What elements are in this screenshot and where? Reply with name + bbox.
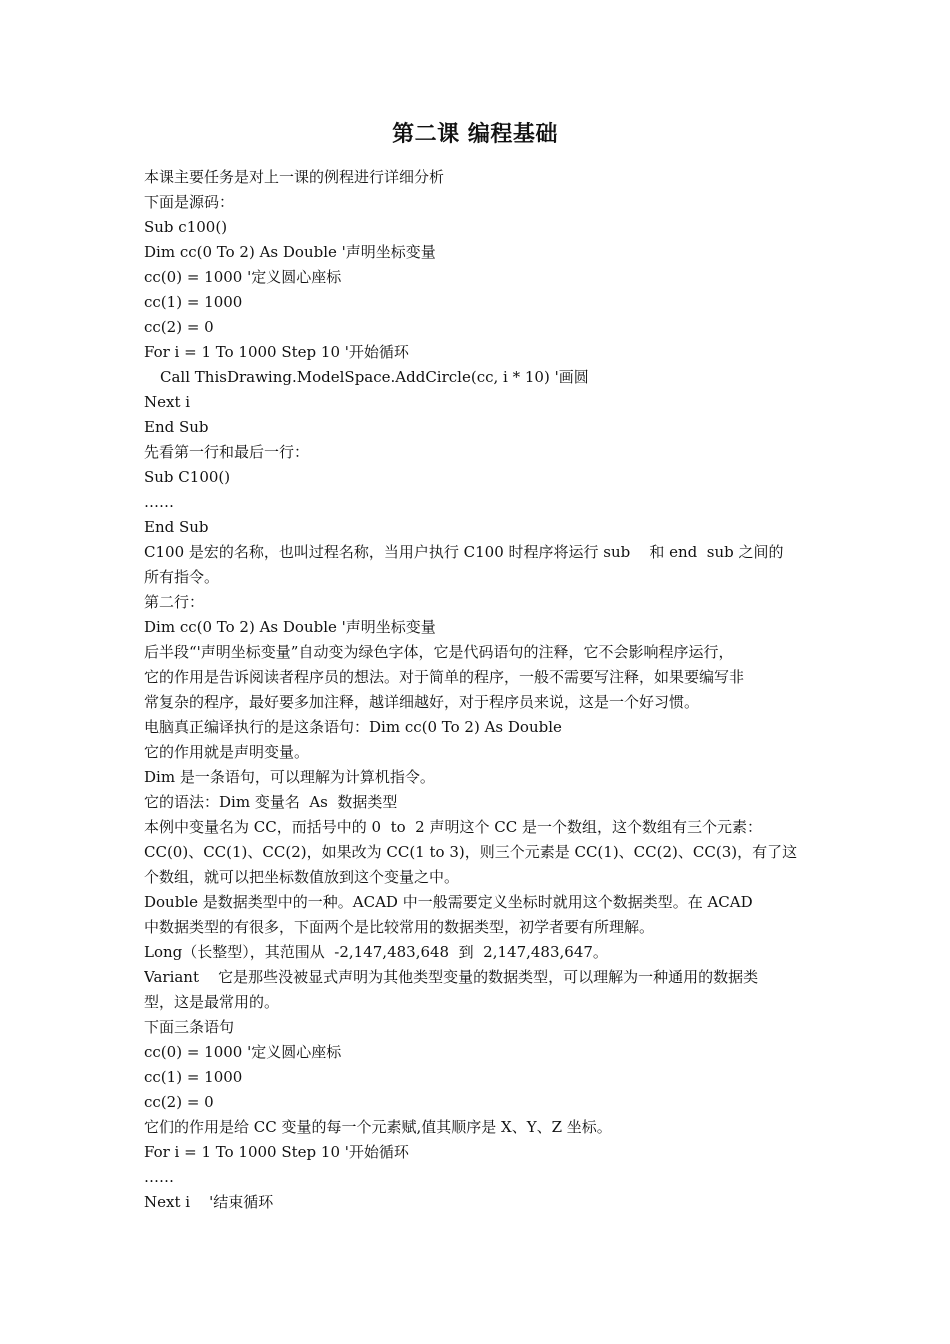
text-line: 常复杂的程序，最好要多加注释，越详细越好，对于程序员来说，这是一个好习惯。 bbox=[144, 693, 700, 711]
code-line: End Sub bbox=[144, 518, 209, 536]
text-line: Long（长整型），其范围从 -2,147,483,648 到 2,147,483,647。 bbox=[144, 943, 608, 961]
text-line: 后半段“'声明坐标变量”自动变为绿色字体，它是代码语句的注释，它不会影响程序运行， bbox=[144, 643, 734, 661]
text-line: CC(0)、CC(1)、CC(2)，如果改为 CC(1 to 3)，则三个元素是 CC(1)、CC(2)、CC(3)，有了这 bbox=[144, 843, 798, 861]
text-line: 它的语法：Dim 变量名 As 数据类型 bbox=[144, 793, 398, 811]
code-line: Next i '结束循环 bbox=[144, 1193, 274, 1211]
code-line: cc(1) = 1000 bbox=[144, 293, 243, 311]
text-line: 第二行： bbox=[144, 593, 205, 611]
code-line: Call ThisDrawing.ModelSpace.AddCircle(cc, i * 10) '画圆 bbox=[160, 368, 589, 386]
code-line: Dim cc(0 To 2) As Double '声明坐标变量 bbox=[144, 243, 436, 261]
text-line: 下面三条语句 bbox=[144, 1018, 235, 1036]
text-line: 它的作用是告诉阅读者程序员的想法。对于简单的程序，一般不需要写注释，如果要编写非 bbox=[144, 668, 745, 686]
code-line: cc(2) = 0 bbox=[144, 318, 214, 336]
text-line: C100 是宏的名称，也叫过程名称，当用户执行 C100 时程序将运行 sub 和 end sub 之间的 bbox=[144, 543, 784, 561]
code-line: cc(0) = 1000 '定义圆心座标 bbox=[144, 1043, 342, 1061]
code-line: Sub c100() bbox=[144, 218, 228, 236]
code-line: Sub C100() bbox=[144, 468, 231, 486]
code-line: …… bbox=[144, 1168, 174, 1186]
text-line: 本例中变量名为 CC，而括号中的 0 to 2 声明这个 CC 是一个数组，这个数组有三个元素： bbox=[144, 818, 762, 836]
code-line: End Sub bbox=[144, 418, 209, 436]
text-line: 所有指令。 bbox=[144, 568, 220, 586]
text-line: 电脑真正编译执行的是这条语句：Dim cc(0 To 2) As Double bbox=[144, 718, 562, 736]
text-line: Dim 是一条语句，可以理解为计算机指令。 bbox=[144, 768, 435, 786]
text-line: 型，这是最常用的。 bbox=[144, 993, 280, 1011]
page-title: 第二课 编程基础 bbox=[392, 122, 558, 147]
code-line: For i = 1 To 1000 Step 10 '开始循环 bbox=[144, 343, 409, 361]
code-line: For i = 1 To 1000 Step 10 '开始循环 bbox=[144, 1143, 409, 1161]
text-line: 它的作用就是声明变量。 bbox=[144, 743, 310, 761]
code-line: cc(0) = 1000 '定义圆心座标 bbox=[144, 268, 342, 286]
code-line: cc(2) = 0 bbox=[144, 1093, 214, 1111]
code-line: cc(1) = 1000 bbox=[144, 1068, 243, 1086]
text-line: 先看第一行和最后一行： bbox=[144, 443, 310, 461]
code-line: Next i bbox=[144, 393, 191, 411]
code-line: Dim cc(0 To 2) As Double '声明坐标变量 bbox=[144, 618, 436, 636]
text-line: 下面是源码： bbox=[144, 193, 235, 211]
text-line: 本课主要任务是对上一课的例程进行详细分析 bbox=[144, 168, 445, 186]
text-line: 它们的作用是给 CC 变量的每一个元素赋,值其顺序是 X、Y、Z 坐标。 bbox=[144, 1118, 612, 1136]
text-line: 中数据类型的有很多，下面两个是比较常用的数据类型，初学者要有所理解。 bbox=[144, 918, 655, 936]
text-line: Variant 它是那些没被显式声明为其他类型变量的数据类型，可以理解为一种通用的数据类 bbox=[144, 968, 759, 986]
text-line: Double 是数据类型中的一种。ACAD 中一般需要定义坐标时就用这个数据类型。在 ACAD bbox=[144, 893, 753, 911]
text-line: 个数组，就可以把坐标数值放到这个变量之中。 bbox=[144, 868, 460, 886]
body-text bbox=[144, 165, 808, 1215]
code-line: …… bbox=[144, 493, 174, 511]
